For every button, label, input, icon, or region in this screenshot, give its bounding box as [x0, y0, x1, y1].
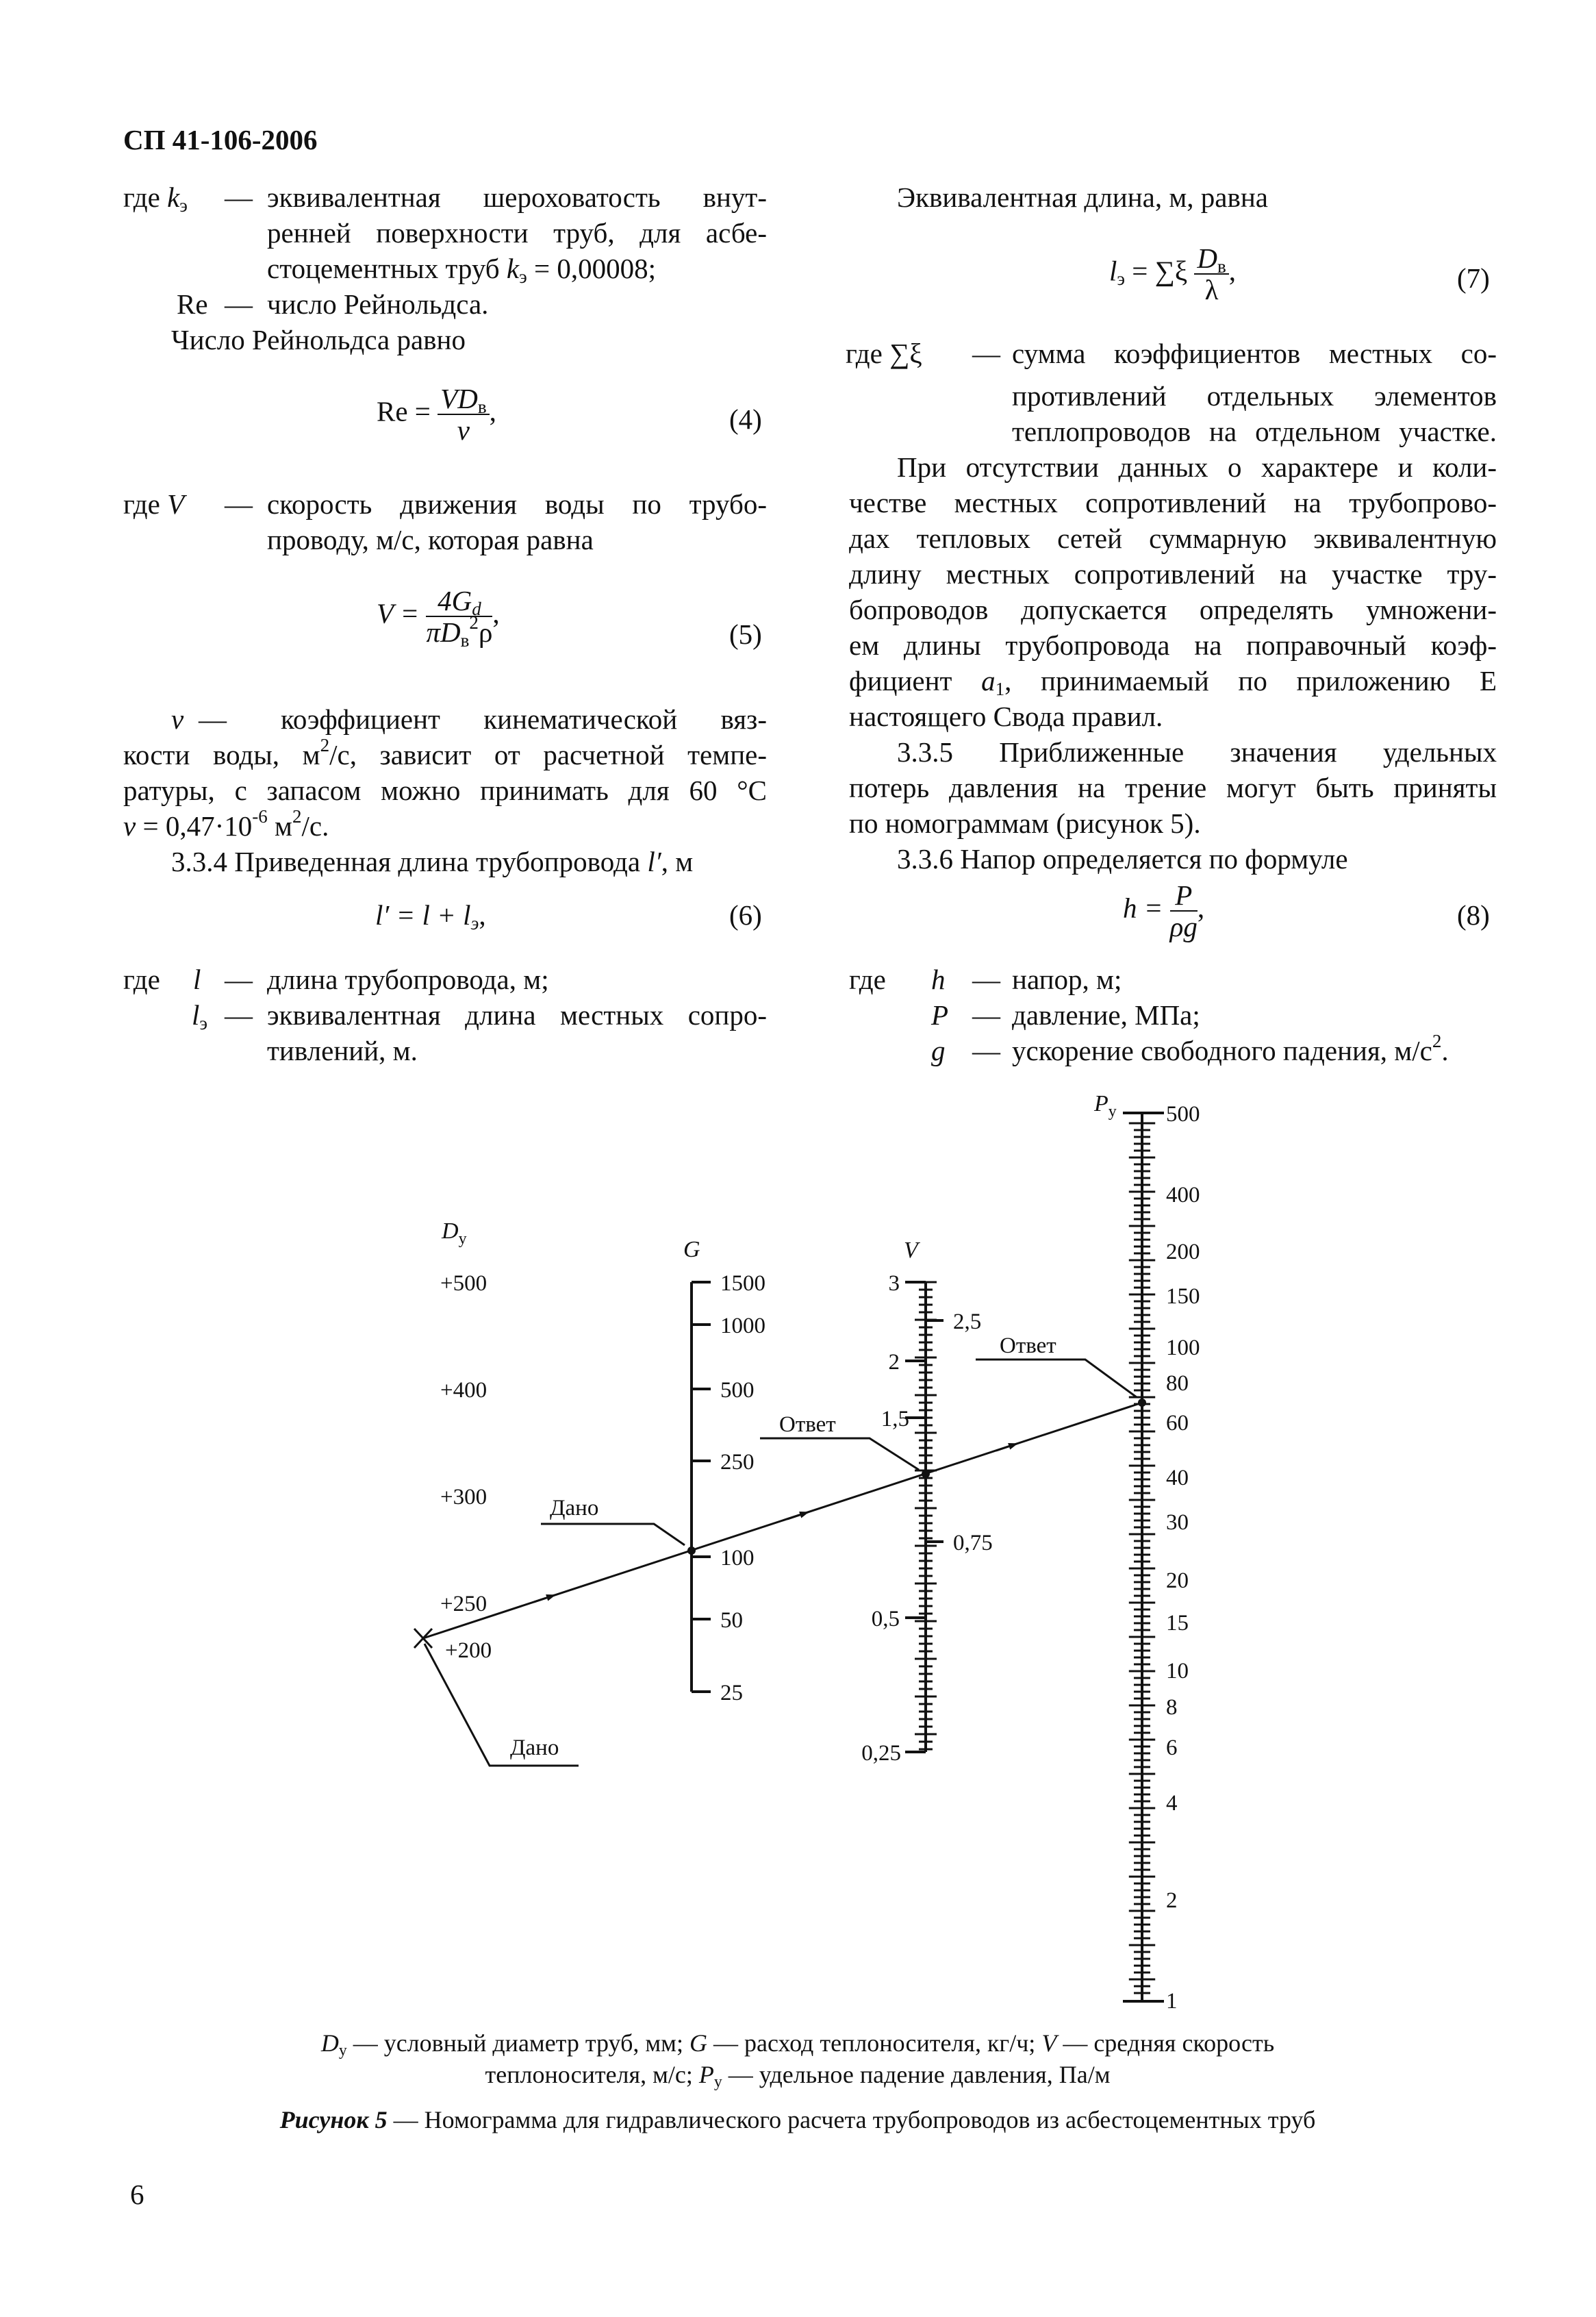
absent-data-line1: При отсутствии данных о характере и коли- [897, 451, 1497, 483]
py-tick-label: 8 [1166, 1695, 1178, 1720]
section-3-3-6: 3.3.6 Напор определяется по формуле [897, 843, 1348, 875]
g-tick-label: 1500 [720, 1271, 765, 1296]
le-symbol: $l_э$ [192, 999, 208, 1034]
otvet-label: Ответ [779, 1412, 836, 1437]
figure-legend-line1: $D_у$ — условный диаметр труб, мм; G — расход теплоносителя, кг/ч; V — средняя скорость [320, 2029, 1275, 2059]
dano-label: Дано [510, 1736, 559, 1760]
g-tick-label: 1000 [720, 1314, 765, 1338]
where-word: где [123, 964, 160, 995]
dash: — [972, 999, 1000, 1031]
formula-7-number: (7) [1457, 262, 1490, 294]
py-tick-label: 10 [1166, 1659, 1189, 1683]
dash: — [225, 181, 253, 213]
py-tick-label: 100 [1166, 1336, 1200, 1360]
py-tick-label: 4 [1166, 1791, 1178, 1816]
py-tick-label: 20 [1166, 1568, 1189, 1593]
v-tick-label: 1,5 [881, 1407, 909, 1431]
py-intersection-dot [1138, 1399, 1146, 1407]
v-tick-label: 0,25 [861, 1741, 901, 1766]
g-tick-label: 25 [720, 1681, 743, 1705]
ke-definition-line1: эквивалентная шероховатость внут- [267, 181, 767, 213]
absent-data-line4: длину местных сопротивлений на участке тру- [849, 558, 1497, 590]
py-tick-label: 6 [1166, 1736, 1178, 1760]
formula-8: h = $\frac{P}{\rho g}$ , [1123, 879, 1205, 942]
dash: — [225, 999, 253, 1031]
p-definition: давление, МПа; [1012, 999, 1200, 1031]
formula-7: $l_э = \sum\xi$ $\frac{D_в}{\lambda}$ , [1109, 242, 1237, 305]
otvet-leader-1 [760, 1438, 919, 1470]
v-intersection-dot [922, 1470, 930, 1478]
absent-data-line7: фициент $a_1$, принимаемый по приложению Е [849, 665, 1497, 699]
where-word: где $k_э$ [123, 181, 188, 216]
figure-caption: Рисунок 5 — Номограмма для гидравлического расчета трубопроводов из асбестоцементных труб [279, 2106, 1316, 2133]
dash: — [225, 488, 253, 520]
v-axis-label: V [904, 1238, 918, 1263]
g-scale [692, 1282, 711, 1692]
absent-data-line5: бопроводов допускается определять умножени- [849, 594, 1497, 625]
nu-definition-line3: ратуры, с запасом можно принимать для 60 °С [123, 775, 767, 806]
py-tick-label: 1 [1166, 1989, 1178, 2014]
dy-axis-label: $D_у$ [442, 1218, 467, 1248]
sum-definition-line2: противлений отдельных элементов [1012, 380, 1497, 412]
dash: — [199, 703, 227, 735]
absent-data-line2: честве местных сопротивлений на трубопрово- [849, 487, 1497, 518]
dy-tick-label: +250 [440, 1592, 487, 1616]
eq-length-intro: Эквивалентная длина, м, равна [897, 181, 1268, 213]
py-tick-label: 30 [1166, 1510, 1189, 1535]
py-tick-label: 150 [1166, 1284, 1200, 1309]
formula-8-number: (8) [1457, 899, 1490, 931]
dy-tick-label: +400 [440, 1378, 487, 1403]
py-tick-label: 2 [1166, 1888, 1178, 1913]
direction-arrow [534, 1595, 555, 1602]
ke-definition-line2: ренней поверхности труб, для асбе- [267, 217, 767, 249]
sum-definition-line1: сумма коэффициентов местных со- [1012, 338, 1497, 369]
formula-4-number: (4) [729, 403, 762, 435]
section-3-3-5-line1: 3.3.5 Приближенные значения удельных [897, 736, 1497, 768]
section-3-3-5-line2: потерь давления на трение могут быть приняты [849, 772, 1497, 803]
py-tick-label: 60 [1166, 1411, 1189, 1436]
where-word: где ∑ξ [846, 338, 922, 369]
dash: — [972, 338, 1000, 369]
formula-5: V = $\frac{4G_d}{\pi D_в^2\rho}$ , [377, 585, 500, 651]
py-tick-label: 200 [1166, 1240, 1200, 1264]
re-intro: Число Рейнольдса равно [171, 324, 466, 355]
v-definition-line2: проводу, м/с, которая равна [267, 524, 594, 555]
absent-data-line3: дах тепловых сетей суммарную эквивалентную [849, 523, 1497, 554]
solution-line [414, 1403, 1142, 1648]
dano-leader-1 [541, 1524, 685, 1545]
section-3-3-5-line3: по номограммам (рисунок 5). [849, 807, 1201, 839]
l-definition: длина трубопровода, м; [267, 964, 549, 995]
py-tick-label: 400 [1166, 1183, 1200, 1207]
g-symbol: g [931, 1035, 946, 1066]
g-tick-label: 100 [720, 1546, 755, 1570]
dy-tick-label: +300 [440, 1485, 487, 1510]
where-word: где [849, 964, 886, 995]
axis-labels [441, 1091, 1117, 1263]
formula-5-number: (5) [729, 618, 762, 650]
otvet-label: Ответ [1000, 1333, 1056, 1358]
ke-definition-line3: стоцементных труб $k_э = 0,00008$; [267, 253, 656, 287]
g-intersection-dot [687, 1546, 696, 1555]
otvet-leader-2 [976, 1360, 1137, 1397]
dash: — [972, 964, 1000, 995]
v-definition-line1: скорость движения воды по трубо- [267, 488, 767, 520]
re-symbol: Re [177, 288, 208, 320]
absent-data-line8: настоящего Свода правил. [849, 701, 1163, 732]
re-definition: число Рейнольдса. [267, 288, 489, 320]
formula-4: Re = $\frac{VD_в}{v}$ , [377, 383, 496, 446]
py-tick-label: 15 [1166, 1611, 1189, 1636]
nu-definition-line2: кости воды, $м^2/с$, зависит от расчетной темпе- [123, 735, 767, 771]
g-tick-label: 250 [720, 1450, 755, 1475]
nu-definition-line1: коэффициент кинематической вяз- [281, 703, 767, 735]
dy-scale [440, 1271, 492, 1663]
formula-6: $l' = l + l_э$, [375, 899, 486, 934]
dash: — [972, 1035, 1000, 1066]
g-tick-label: 500 [720, 1378, 755, 1403]
direction-arrow [787, 1512, 808, 1519]
dash: — [225, 964, 253, 995]
py-tick-label: 80 [1166, 1371, 1189, 1396]
where-word: где V [123, 488, 185, 520]
v-tick-label: 0,5 [871, 1607, 900, 1631]
dy-tick-label: +500 [440, 1271, 487, 1296]
page-number: 6 [130, 2179, 144, 2210]
section-3-3-4: 3.3.4 Приведенная длина трубопровода l′, м [171, 846, 694, 877]
h-symbol: h [931, 964, 946, 995]
h-definition: напор, м; [1012, 964, 1122, 995]
py-tick-label: 500 [1166, 1102, 1200, 1127]
le-definition-line2: тивлений, м. [267, 1035, 418, 1066]
g-axis-label: G [683, 1237, 700, 1262]
v-tick-label: 2 [888, 1350, 900, 1375]
nu-definition-line4: $v = 0,47\cdot 10^{-6}$ $м^2/с$. [123, 806, 329, 842]
doc-code: СП 41-106-2006 [123, 124, 318, 155]
le-definition-line1: эквивалентная длина местных сопро- [267, 999, 767, 1031]
formula-6-number: (6) [729, 899, 762, 931]
dash: — [225, 288, 253, 320]
sum-definition-line3: теплопроводов на отдельном участке. [1012, 416, 1497, 447]
v-tick-label: 2,5 [953, 1310, 982, 1334]
dy-tick-label: +200 [445, 1638, 492, 1663]
g-tick-label: 50 [720, 1608, 743, 1633]
p-symbol: P [931, 999, 949, 1031]
g-definition: ускорение свободного падения, $м/с^2$. [1012, 1031, 1449, 1066]
py-axis-label: $P_у$ [1094, 1091, 1117, 1120]
dano-label: Дано [550, 1496, 599, 1520]
figure-legend-line2: теплоносителя, м/с; $P_у$ — удельное падение давления, Па/м [485, 2061, 1111, 2091]
v-tick-label: 0,75 [953, 1531, 993, 1555]
py-tick-label: 40 [1166, 1466, 1189, 1490]
absent-data-line6: ем длины трубопровода на поправочный коэф- [849, 629, 1497, 661]
direction-arrow [996, 1444, 1017, 1451]
nu-symbol: v [171, 703, 184, 735]
l-symbol: l [193, 964, 201, 995]
v-tick-label: 3 [888, 1271, 900, 1296]
